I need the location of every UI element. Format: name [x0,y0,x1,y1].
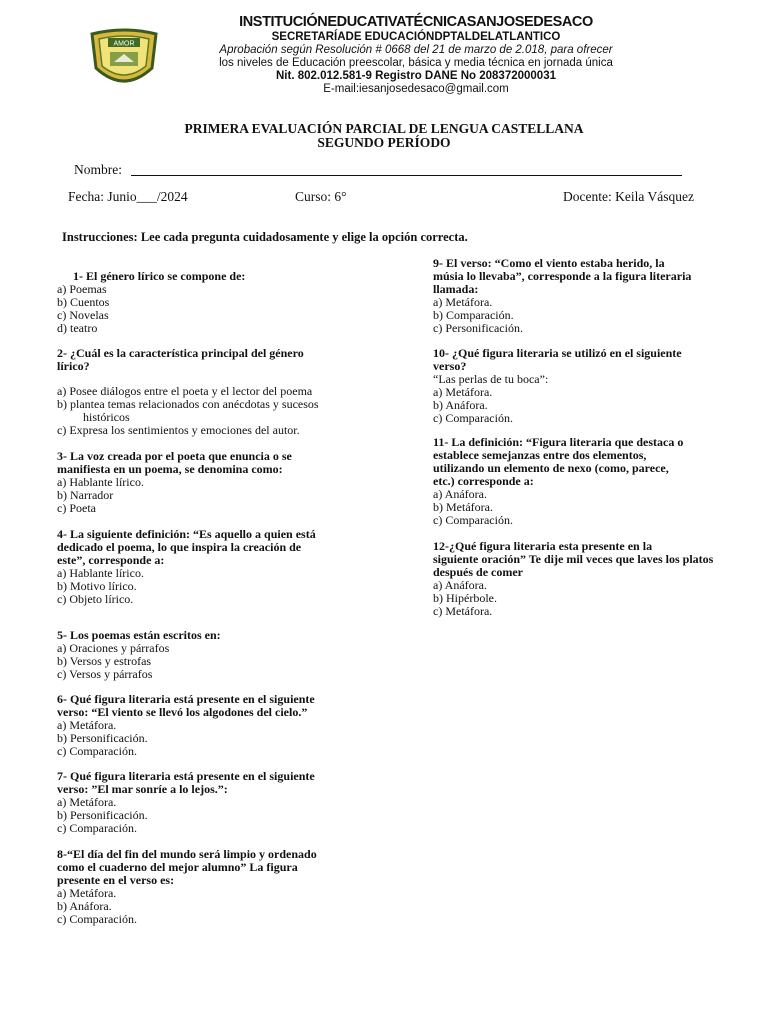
secretaria-line: SECRETARÍADE EDUCACIÓNDPTALDELATLANTICO [271,31,561,43]
institution-header [206,14,626,96]
answer-option[interactable]: b) Motivo lírico. [57,579,137,593]
answer-option[interactable]: d) teatro [57,321,98,335]
answer-option[interactable]: a) Metáfora. [57,718,117,732]
question-1 [57,270,397,335]
question-4 [57,528,397,606]
answer-option[interactable]: c) Comparación. [433,411,513,425]
answer-option[interactable]: c) Versos y párrafos [57,667,153,681]
answer-option[interactable]: b) Cuentos [57,295,110,309]
question-text-line: músia lo llevaba”, corresponde a la figura literaria [433,269,692,283]
institution-name: INSTITUCIÓNEDUCATIVATÉCNICASANJOSEDESACO [239,14,593,30]
question-text-line: 12-¿Qué figura literaria esta presente en la [433,539,653,553]
question-text-line: etc.) corresponde a: [433,474,534,488]
answer-option[interactable]: b) Personificación. [57,731,148,745]
answer-option[interactable]: c) Comparación. [57,912,137,926]
question-text-line: 10- ¿Qué figura literaria se utilizó en el siguiente [433,346,682,360]
question-text-line: siguiente oración” Te dije mil veces que laves los platos [433,552,714,566]
answer-option[interactable]: c) Objeto lírico. [57,592,134,606]
logo-label: AMOR [113,40,135,48]
question-text-line: 3- La voz creada por el poeta que enuncia o se [57,449,292,463]
answer-option[interactable]: b) Narrador [57,488,114,502]
answer-option[interactable]: c) Personificación. [433,321,523,335]
answer-option[interactable]: a) Metáfora. [433,295,493,309]
answer-option[interactable]: c) Expresa los sentimientos y emociones del autor. [57,423,300,437]
answer-option[interactable]: b) Hipérbole. [433,591,497,605]
exam-title-line-1: PRIMERA EVALUACIÓN PARCIAL DE LENGUA CASTELLANA [184,121,584,136]
question-text-line: manifiesta en un poema, se denomina como: [57,462,283,476]
question-text-line: 11- La definición: “Figura literaria que destaca o [433,435,684,449]
school-crest-logo [86,28,162,92]
answer-option[interactable]: a) Anáfora. [433,487,487,501]
question-text-line: lírico? [57,359,90,373]
question-6 [57,693,397,758]
question-9 [433,257,763,335]
answer-option[interactable]: b) plantea temas relacionados con anécdotas y sucesos [57,397,319,411]
question-text-line: presente en el verso es: [57,873,175,887]
answer-option[interactable]: c) Poeta [57,501,96,515]
answer-option[interactable]: a) Hablante lírico. [57,475,144,489]
exam-title-line-2: SEGUNDO PERÍODO [317,135,451,150]
verse-quote: “Las perlas de tu boca”: [433,372,549,386]
instructions: Instrucciones: Lee cada pregunta cuidadosamente y elige la opción correcta. [62,230,468,244]
question-text-line: utilizando un elemento de nexo (como, parece, [433,461,669,475]
answer-option[interactable]: b) Anáfora. [57,899,112,913]
question-text-line: este”, corresponde a: [57,553,165,567]
exam-title [0,122,768,150]
question-3 [57,450,397,515]
fecha-label: Fecha: Junio___/2024 [68,189,188,204]
question-text-line: dedicado el poema, lo que inspira la creación de [57,540,302,554]
answer-option[interactable]: a) Anáfora. [433,578,487,592]
question-text-line: después de comer [433,565,523,579]
question-text-line: 5- Los poemas están escritos en: [57,628,221,642]
question-2 [57,347,387,437]
answer-option[interactable]: c) Comparación. [433,513,513,527]
answer-option[interactable]: a) Metáfora. [57,795,117,809]
answer-option[interactable]: a) Posee diálogos entre el poeta y el lector del poema [57,384,313,398]
question-10 [433,347,763,425]
answer-option[interactable]: b) Personificación. [57,808,148,822]
answer-option[interactable]: a) Poemas [57,282,107,296]
question-text-line: 8-“El día del fin del mundo será limpio y ordenado [57,847,317,861]
question-12 [433,540,763,618]
nit-line: Nit. 802.012.581-9 Registro DANE No 208372000031 [276,70,556,82]
question-text-line: verso? [433,359,467,373]
curso-label: Curso: 6° [295,189,347,204]
question-text-line: verso: ”El mar sonríe a lo lejos.”: [57,782,228,796]
question-text-line: llamada: [433,282,479,296]
question-text-line: 1- El género lírico se compone de: [73,269,246,283]
answer-option[interactable]: a) Hablante lírico. [57,566,144,580]
question-text-line: 4- La siguiente definición: “Es aquello a quien está [57,527,316,541]
answer-option[interactable]: b) Comparación. [433,308,514,322]
question-text-line: verso: “El viento se llevó los algodones del cielo.” [57,705,308,719]
docente-label: Docente: Keila Vásquez [563,189,694,204]
email-line: E-mail:iesanjosedesaco@gmail.com [323,83,509,95]
answer-option[interactable]: c) Comparación. [57,821,137,835]
answer-option[interactable]: b) Anáfora. [433,398,488,412]
question-text-line: 9- El verso: “Como el viento estaba herido, la [433,256,665,270]
question-text-line: como el cuaderno del mejor alumno” La figura [57,860,298,874]
question-8 [57,848,397,926]
question-text-line: establece semejanzas entre dos elementos, [433,448,647,462]
nombre-label: Nombre: [74,162,122,177]
answer-option: históricos [83,410,130,424]
question-5 [57,629,397,681]
question-text-line: 7- Qué figura literaria está presente en el siguiente [57,769,315,783]
question-11 [433,436,763,527]
question-7 [57,770,397,835]
answer-option[interactable]: a) Oraciones y párrafos [57,641,170,655]
question-text-line: 2- ¿Cuál es la característica principal del género [57,346,304,360]
answer-option[interactable]: c) Comparación. [57,744,137,758]
approval-line-2: los niveles de Educación preescolar, básica y media técnica en jornada única [219,57,613,69]
answer-option[interactable]: c) Metáfora. [433,604,493,618]
answer-option[interactable]: a) Metáfora. [57,886,117,900]
approval-line-1: Aprobación según Resolución # 0668 del 21 de marzo de 2.018, para ofrecer [219,44,613,56]
question-text-line: 6- Qué figura literaria está presente en el siguiente [57,692,315,706]
answer-option[interactable]: a) Metáfora. [433,385,493,399]
answer-option[interactable]: c) Novelas [57,308,109,322]
answer-option[interactable]: b) Metáfora. [433,500,493,514]
nombre-input-line[interactable] [131,175,682,176]
answer-option[interactable]: b) Versos y estrofas [57,654,152,668]
